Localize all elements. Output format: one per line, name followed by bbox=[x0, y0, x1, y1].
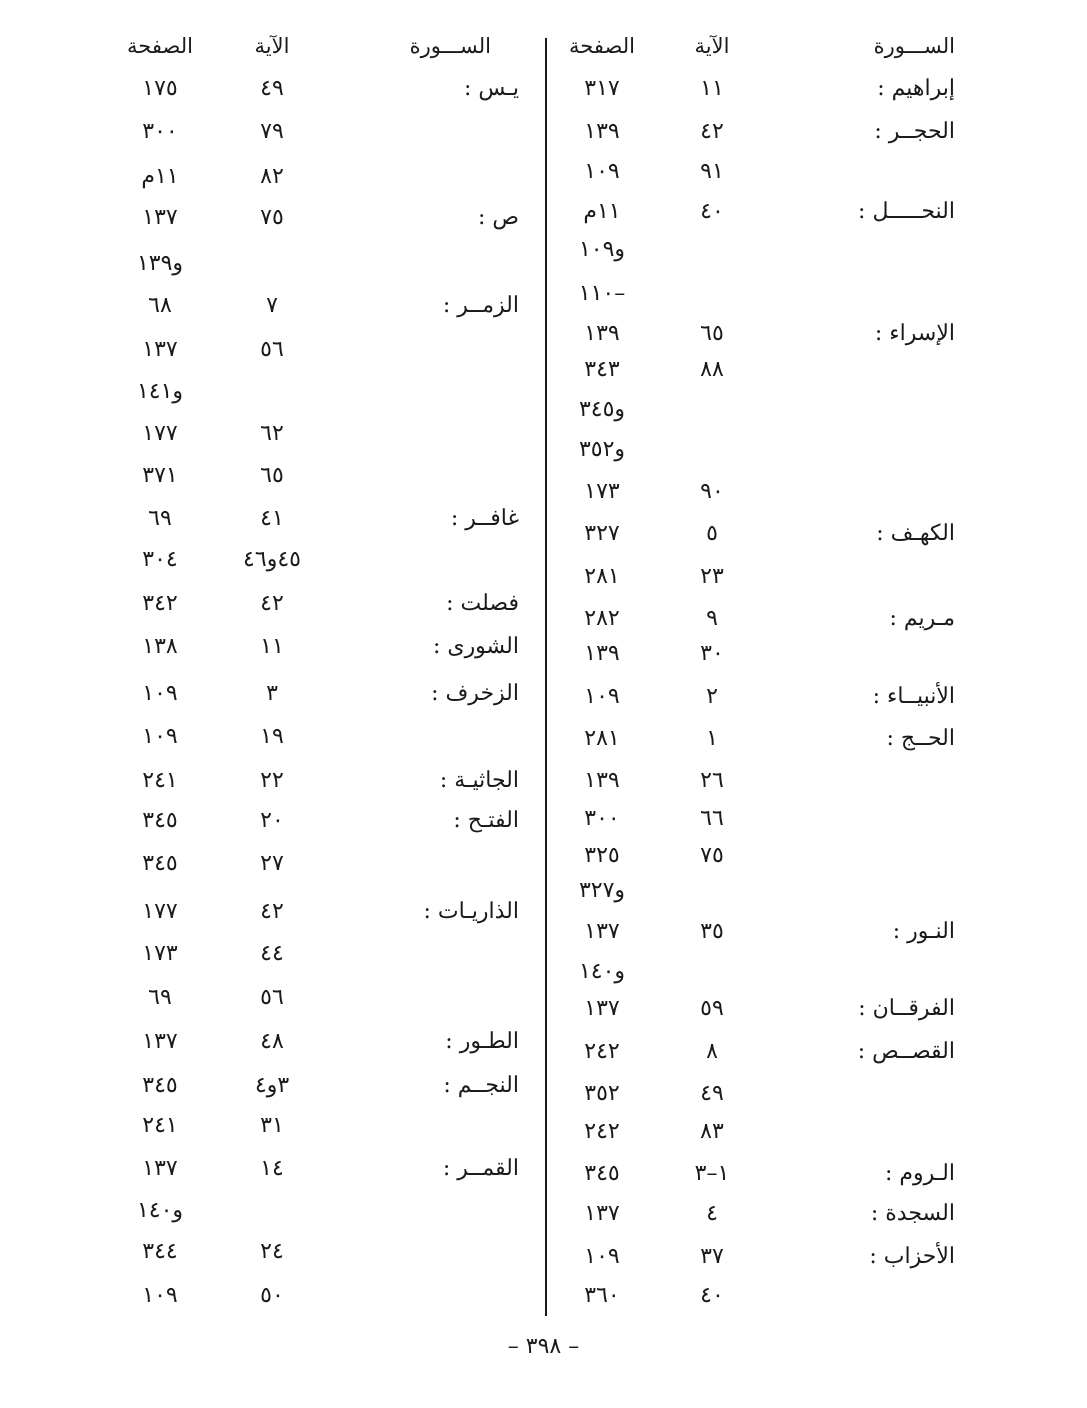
right-row-surah: الإسراء : bbox=[874, 321, 955, 346]
right-row-ayah: ٩١ bbox=[700, 159, 724, 184]
left-row-page: ٣٧١ bbox=[142, 463, 178, 488]
left-row-page: ١٣٧ bbox=[142, 337, 178, 362]
left-row-page: ٢٤١ bbox=[142, 768, 178, 793]
left-row-surah: الزمــر : bbox=[442, 293, 519, 318]
right-row-ayah: ٣٠ bbox=[700, 641, 724, 666]
left-row-ayah: ٢٢ bbox=[260, 768, 284, 793]
right-row-surah: الكهـف : bbox=[876, 521, 955, 546]
left-row-ayah: ٦٥ bbox=[260, 463, 284, 488]
left-row-surah: الجاثيـة : bbox=[439, 768, 519, 793]
left-row-ayah: ٧٥ bbox=[260, 205, 284, 230]
right-row-ayah: ٨ bbox=[706, 1039, 718, 1064]
left-row-page: ٣٤٥ bbox=[142, 851, 178, 876]
left-row-surah: الذاريـات : bbox=[423, 899, 519, 924]
left-row-ayah: ٤١ bbox=[260, 506, 284, 531]
left-row-page: ٦٨ bbox=[148, 293, 172, 318]
left-row-surah: النجــم : bbox=[443, 1073, 519, 1098]
left-row-surah: غافــر : bbox=[450, 506, 519, 531]
left-row-page: و١٣٩ bbox=[136, 251, 184, 276]
left-row-surah: ص : bbox=[477, 205, 519, 230]
left-header-ayah: الآية bbox=[254, 34, 290, 58]
right-row-page: –١١٠ bbox=[578, 281, 626, 306]
left-row-page: و١٤٠ bbox=[136, 1198, 184, 1223]
left-header-page: الصفحة bbox=[127, 34, 193, 58]
left-row-ayah: ١١ bbox=[260, 634, 284, 659]
right-row-page: ٣٢٧ bbox=[584, 521, 620, 546]
left-row-surah: الفتـح : bbox=[453, 808, 519, 833]
left-row-page: ١٣٧ bbox=[142, 205, 178, 230]
left-row-ayah: ٢٤ bbox=[260, 1239, 284, 1264]
right-row-page: ١٧٣ bbox=[584, 479, 620, 504]
left-row-ayah: ٦٢ bbox=[260, 421, 284, 446]
left-row-ayah: ٨٢ bbox=[260, 164, 284, 189]
right-row-ayah: ١–٣ bbox=[694, 1161, 730, 1186]
right-row-surah: السجدة : bbox=[870, 1201, 955, 1226]
right-header-page: الصفحة bbox=[569, 34, 635, 58]
left-row-page: ١٣٧ bbox=[142, 1156, 178, 1181]
right-row-page: ١٣٩ bbox=[584, 768, 620, 793]
right-row-ayah: ٢٣ bbox=[700, 564, 724, 589]
left-row-page: ٣٠٤ bbox=[142, 547, 178, 572]
left-row-page: ١٣٧ bbox=[142, 1029, 178, 1054]
right-row-page: ٢٨١ bbox=[584, 726, 620, 751]
right-row-page: ١٣٧ bbox=[584, 1201, 620, 1226]
right-row-surah: النحـــــل : bbox=[858, 199, 955, 224]
left-row-page: ١٧٧ bbox=[142, 421, 178, 446]
left-row-page: ٣٠٠ bbox=[142, 119, 178, 144]
right-row-page: ٣٢٥ bbox=[584, 843, 620, 868]
right-row-page: ١٣٩ bbox=[584, 119, 620, 144]
right-row-surah: القصــص : bbox=[857, 1039, 955, 1064]
left-row-surah: الزخرف : bbox=[431, 681, 519, 706]
right-row-page: ٢٨١ bbox=[584, 564, 620, 589]
right-row-ayah: ٤ bbox=[706, 1201, 718, 1226]
left-row-page: ٢٤١ bbox=[142, 1113, 178, 1138]
right-row-page: و١٠٩ bbox=[578, 237, 626, 262]
right-row-ayah: ١١ bbox=[700, 76, 724, 101]
left-row-page: ١٣٨ bbox=[142, 634, 178, 659]
right-row-ayah: ٢٦ bbox=[700, 768, 724, 793]
right-row-surah: الفرقــان : bbox=[858, 996, 955, 1021]
left-row-page: ١٠٩ bbox=[142, 681, 178, 706]
left-row-ayah: ٢٠ bbox=[260, 808, 284, 833]
right-row-surah: النـور : bbox=[892, 919, 955, 944]
left-row-page: ١٧٣ bbox=[142, 941, 178, 966]
left-row-ayah: ٤٩ bbox=[260, 76, 284, 101]
left-row-page: ٣٤٥ bbox=[142, 1073, 178, 1098]
left-row-ayah: ١٩ bbox=[260, 724, 284, 749]
right-row-page: ١٠٩ bbox=[584, 1244, 620, 1269]
right-row-ayah: ٣٥ bbox=[700, 919, 724, 944]
left-row-page: و١٤١ bbox=[136, 379, 184, 404]
right-row-ayah: ٣٧ bbox=[700, 1244, 724, 1269]
left-row-ayah: ٢٧ bbox=[260, 851, 284, 876]
right-row-page: و٣٤٥ bbox=[578, 397, 626, 422]
left-row-page: ٦٩ bbox=[148, 506, 172, 531]
right-header-ayah: الآية bbox=[694, 34, 730, 58]
left-row-ayah: ٧ bbox=[266, 293, 278, 318]
left-row-ayah: ٤٥و٤٦ bbox=[243, 547, 301, 572]
right-row-ayah: ٢ bbox=[706, 684, 718, 709]
right-row-surah: الحجــر : bbox=[874, 119, 955, 144]
right-row-page: و٣٥٢ bbox=[578, 437, 626, 462]
right-row-page: ٣٥٢ bbox=[584, 1081, 620, 1106]
left-row-ayah: ٣ bbox=[266, 681, 278, 706]
left-row-ayah: ٧٩ bbox=[260, 119, 284, 144]
left-row-ayah: ٣و٤ bbox=[254, 1073, 290, 1098]
right-row-page: ٢٤٢ bbox=[584, 1039, 620, 1064]
right-row-surah: الحــج : bbox=[886, 726, 955, 751]
right-row-surah: الـروم : bbox=[884, 1161, 955, 1186]
left-row-page: ٣٤٢ bbox=[142, 591, 178, 616]
left-row-ayah: ٤٤ bbox=[260, 941, 284, 966]
right-row-ayah: ٤٠ bbox=[700, 1283, 724, 1308]
left-row-ayah: ٣١ bbox=[260, 1113, 284, 1138]
right-row-ayah: ٤٢ bbox=[700, 119, 724, 144]
right-row-page: ١٠٩ bbox=[584, 684, 620, 709]
left-row-surah: القمــر : bbox=[442, 1156, 519, 1181]
left-row-page: ١٧٧ bbox=[142, 899, 178, 924]
right-row-page: ٢٤٢ bbox=[584, 1119, 620, 1144]
left-row-ayah: ٥٦ bbox=[260, 337, 284, 362]
left-header-surah: الســـورة bbox=[409, 34, 491, 58]
right-row-ayah: ٦٦ bbox=[700, 806, 724, 831]
left-row-surah: الشورى : bbox=[432, 634, 519, 659]
right-row-ayah: ٦٥ bbox=[700, 321, 724, 346]
right-row-surah: مـريم : bbox=[889, 606, 955, 631]
left-row-ayah: ٤٢ bbox=[260, 899, 284, 924]
right-row-page: ١٣٧ bbox=[584, 919, 620, 944]
left-row-ayah: ٥٠ bbox=[260, 1283, 284, 1308]
right-row-ayah: ٥ bbox=[706, 521, 718, 546]
right-row-page: ١٣٩ bbox=[584, 321, 620, 346]
right-row-page: ٣١٧ bbox=[584, 76, 620, 101]
right-row-surah: إبراهيم : bbox=[877, 76, 955, 101]
left-row-page: ١٠٩ bbox=[142, 724, 178, 749]
page-number: – ٣٩٨ – bbox=[507, 1334, 580, 1359]
right-row-page: ٣٠٠ bbox=[584, 806, 620, 831]
left-row-page: ١٠٩ bbox=[142, 1283, 178, 1308]
right-row-surah: الأحزاب : bbox=[869, 1244, 955, 1269]
right-row-page: ٣٤٥ bbox=[584, 1161, 620, 1186]
left-row-surah: الطـور : bbox=[445, 1029, 519, 1054]
right-row-page: ١٣٧ bbox=[584, 996, 620, 1021]
column-divider bbox=[545, 38, 547, 1316]
left-row-ayah: ١٤ bbox=[260, 1156, 284, 1181]
right-row-page: ١٣٩ bbox=[584, 641, 620, 666]
left-row-page: ١٧٥ bbox=[142, 76, 178, 101]
left-row-surah: فصلت : bbox=[446, 591, 519, 616]
right-row-ayah: ٥٩ bbox=[700, 996, 724, 1021]
right-row-ayah: ٩ bbox=[706, 606, 718, 631]
left-row-ayah: ٤٢ bbox=[260, 591, 284, 616]
right-row-ayah: ٨٣ bbox=[700, 1119, 724, 1144]
left-row-ayah: ٤٨ bbox=[260, 1029, 284, 1054]
right-row-ayah: ٩٠ bbox=[700, 479, 724, 504]
left-row-ayah: ٥٦ bbox=[260, 985, 284, 1010]
right-row-page: ١٠٩ bbox=[584, 159, 620, 184]
right-row-page: و٣٢٧ bbox=[578, 878, 626, 903]
left-row-page: ٦٩ bbox=[148, 985, 172, 1010]
right-row-page: ١١م bbox=[583, 199, 621, 224]
right-row-ayah: ١ bbox=[706, 726, 718, 751]
left-row-surah: يـس : bbox=[463, 76, 519, 101]
left-row-page: ٣٤٤ bbox=[142, 1239, 178, 1264]
right-row-surah: الأنبيــاء : bbox=[872, 684, 955, 709]
left-row-page: ١١م bbox=[141, 164, 179, 189]
left-row-page: ٣٤٥ bbox=[142, 808, 178, 833]
right-row-page: و١٤٠ bbox=[578, 959, 626, 984]
right-row-ayah: ٤٩ bbox=[700, 1081, 724, 1106]
right-row-page: ٣٦٠ bbox=[584, 1283, 620, 1308]
right-header-surah: الســـورة bbox=[873, 34, 955, 58]
right-row-ayah: ٤٠ bbox=[700, 199, 724, 224]
right-row-page: ٢٨٢ bbox=[584, 606, 620, 631]
right-row-ayah: ٧٥ bbox=[700, 843, 724, 868]
right-row-page: ٣٤٣ bbox=[584, 357, 620, 382]
right-row-ayah: ٨٨ bbox=[700, 357, 724, 382]
